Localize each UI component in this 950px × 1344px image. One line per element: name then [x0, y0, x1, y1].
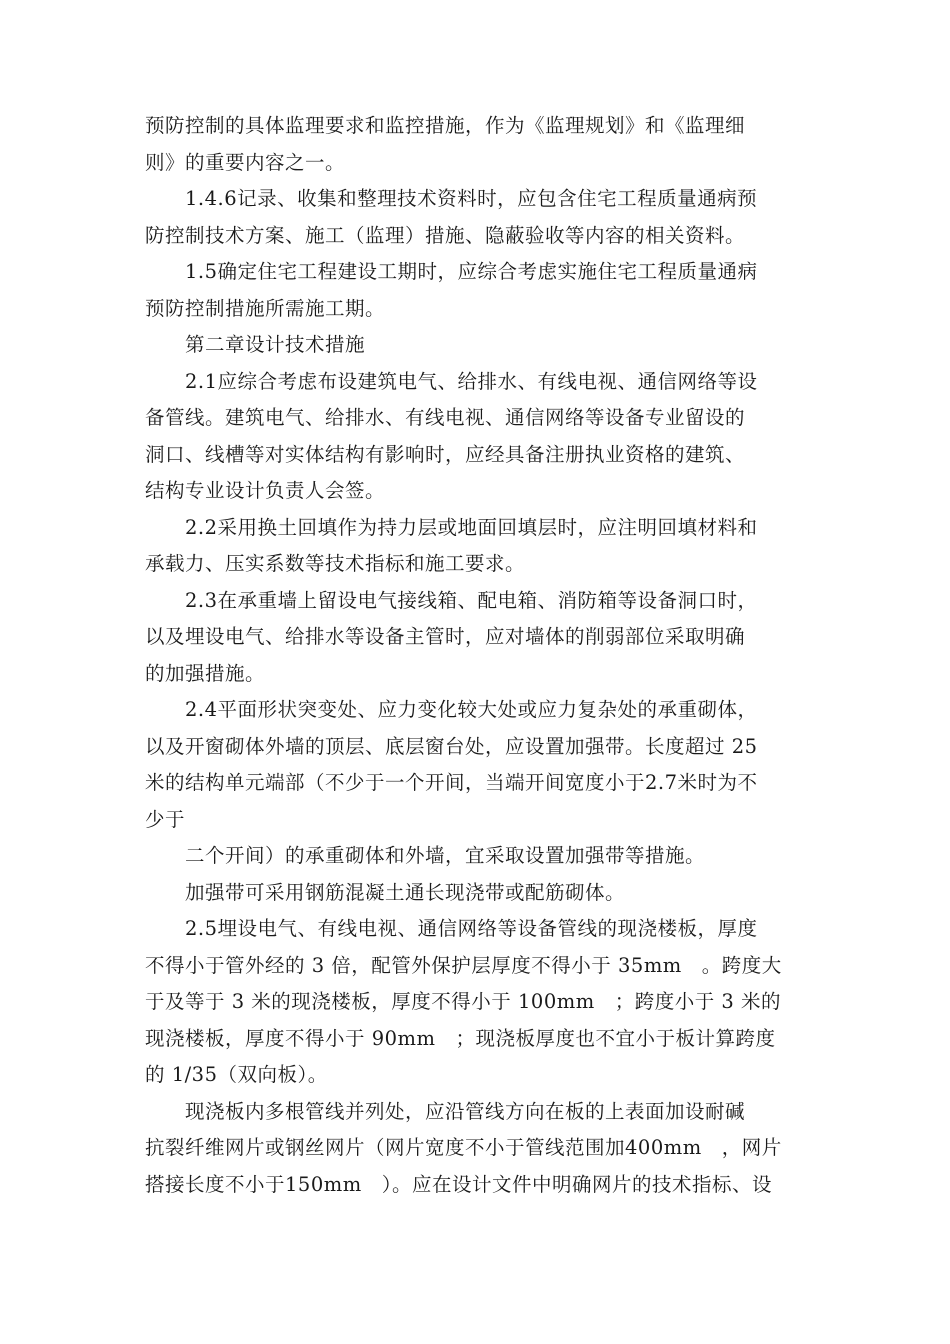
text-line: 加强带可采用钢筋混凝土通长现浇带或配筋砌体。	[145, 880, 626, 904]
text-line: 备管线。建筑电气、给排水、有线电视、通信网络等设备专业留设的	[145, 406, 746, 429]
text-line: 2.5埋设电气、有线电视、通信网络等设备管线的现浇楼板，厚度	[145, 917, 758, 940]
text-line: 以及埋设电气、给排水等设备主管时，应对墙体的削弱部位采取明确	[145, 625, 746, 648]
text-line: 2.3在承重墙上留设电气接线箱、配电箱、消防箱等设备洞口时，	[145, 588, 758, 612]
text-line: 2.4平面形状突变处、应力变化较大处或应力复杂处的承重砌体，	[145, 698, 758, 721]
text-line: 的加强措施。	[145, 661, 266, 685]
text-line: 于及等于 3 米的现浇楼板，厚度不得小于 100mm ；跨度小于 3 米的	[145, 990, 782, 1013]
text-line: 现浇楼板，厚度不得小于 90mm ；现浇板厚度也不宜小于板计算跨度	[145, 1026, 776, 1050]
text-line: 1.5确定住宅工程建设工期时，应综合考虑实施住宅工程质量通病	[145, 260, 758, 283]
text-line: 2.1应综合考虑布设建筑电气、给排水、有线电视、通信网络等设	[145, 369, 758, 393]
text-line: 防控制技术方案、施工（监理）措施、隐蔽验收等内容的相关资料。	[145, 223, 746, 247]
text-line: 承载力、压实系数等技术指标和施工要求。	[145, 552, 526, 575]
text-line: 洞口、线槽等对实体结构有影响时，应经具备注册执业资格的建筑、	[145, 442, 746, 466]
text-line: 1.4.6记录、收集和整理技术资料时，应包含住宅工程质量通病预	[145, 187, 758, 210]
text-line: 不得小于管外经的 3 倍，配管外保护层厚度不得小于 35mm 。跨度大	[145, 953, 782, 977]
text-line: 则》的重要内容之一。	[145, 150, 346, 174]
text-line: 搭接长度不小于150mm ）。应在设计文件中明确网片的技术指标、设	[145, 1172, 772, 1196]
text-line: 现浇板内多根管线并列处，应沿管线方向在板的上表面加设耐碱	[145, 1099, 746, 1123]
text-line: 结构专业设计负责人会签。	[145, 479, 386, 502]
text-line: 米的结构单元端部（不少于一个开间，当端开间宽度小于2.7米时为不	[145, 771, 758, 794]
text-line: 的 1/35（双向板）。	[145, 1063, 328, 1086]
text-line: 2.2采用换土回填作为持力层或地面回填层时，应注明回填材料和	[145, 515, 758, 539]
text-line: 预防控制的具体监理要求和监控措施，作为《监理规划》和《监理细	[145, 114, 746, 137]
chapter-heading: 第二章设计技术措施	[145, 333, 366, 356]
document-body	[145, 108, 815, 1203]
text-line: 二个开间）的承重砌体和外墙，宜采取设置加强带等措施。	[145, 844, 706, 867]
text-line: 以及开窗砌体外墙的顶层、底层窗台处，应设置加强带。长度超过 25	[145, 734, 758, 758]
text-line: 抗裂纤维网片或钢丝网片（网片宽度不小于管线范围加400mm ，网片	[145, 1136, 782, 1159]
text-line: 预防控制措施所需施工期。	[145, 296, 386, 320]
text-line: 少于	[145, 807, 186, 831]
